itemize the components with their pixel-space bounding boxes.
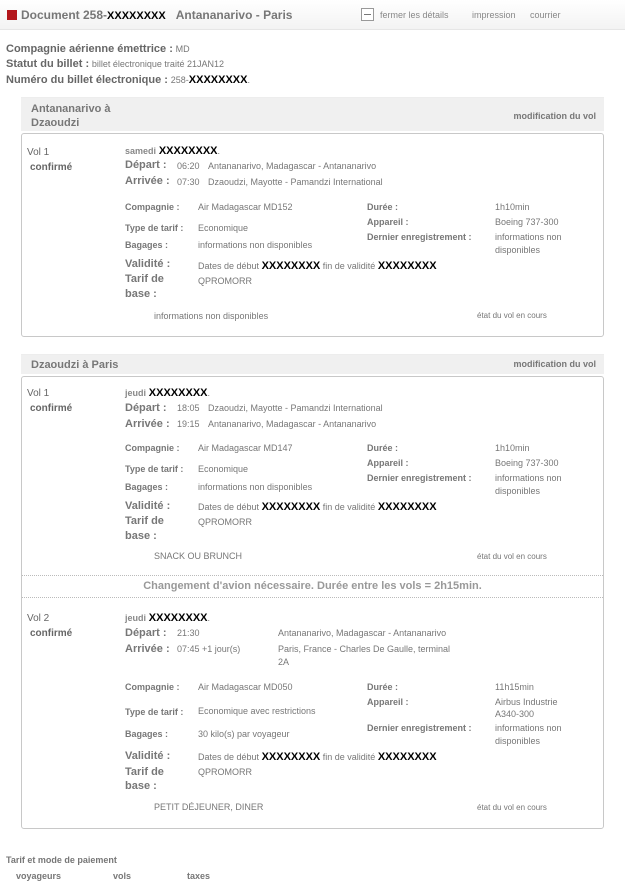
validity-label: Validité : bbox=[125, 258, 171, 270]
duration-value: 11h15min bbox=[495, 682, 534, 692]
validity-label: Validité : bbox=[125, 750, 171, 762]
aircraft-value: Boeing 737-300 bbox=[495, 217, 559, 227]
segment-date-mask: XXXXXXXX bbox=[148, 612, 208, 624]
last-checkin-value-line2: disponibles bbox=[495, 736, 541, 746]
segment-date: jeudi XXXXXXXX. bbox=[125, 612, 211, 624]
issuing-airline-value: MD bbox=[175, 44, 190, 54]
payment-col-taxes: taxes bbox=[187, 871, 211, 881]
validity-end-mask: XXXXXXXX bbox=[377, 751, 437, 763]
base-fare-label-line1: Tarif de bbox=[125, 766, 164, 778]
payment-col-flights: vols bbox=[113, 871, 132, 881]
base-fare-label-line2: base : bbox=[125, 288, 157, 300]
base-fare-value: QPROMORR bbox=[198, 517, 252, 527]
baggage-value: informations non disponibles bbox=[198, 240, 313, 250]
validity-end-mask: XXXXXXXX bbox=[377, 501, 437, 513]
arrival-time: 07:45 +1 jour(s) bbox=[177, 644, 241, 654]
segment-date-mask: XXXXXXXX bbox=[148, 387, 208, 399]
departure-time: 06:20 bbox=[177, 161, 200, 171]
departure-label: Départ : bbox=[125, 402, 167, 414]
airline-label: Compagnie : bbox=[125, 682, 180, 692]
validity-end-mask: XXXXXXXX bbox=[377, 260, 437, 272]
segment-day: samedi bbox=[125, 146, 157, 156]
document-number-prefix: Document 258- bbox=[21, 8, 108, 22]
arrival-label: Arrivée : bbox=[125, 175, 170, 187]
base-fare-value: QPROMORR bbox=[198, 276, 252, 286]
document-route: Antananarivo - Paris bbox=[175, 8, 293, 22]
trip-1-header bbox=[21, 97, 604, 131]
segment-number: Vol 1 bbox=[27, 388, 50, 399]
aircraft-label: Appareil : bbox=[367, 458, 409, 468]
trip-2-header bbox=[21, 354, 604, 374]
arrival-place-line1: Paris, France - Charles De Gaulle, terminal bbox=[278, 644, 451, 654]
payment-section-title: Tarif et mode de paiement bbox=[6, 855, 117, 865]
segment-status: confirmé bbox=[30, 162, 73, 173]
segment-status: confirmé bbox=[30, 403, 73, 414]
arrival-place: Antananarivo, Madagascar - Antananarivo bbox=[208, 419, 377, 429]
base-fare-value: QPROMORR bbox=[198, 767, 252, 777]
last-checkin-label: Dernier enregistrement : bbox=[367, 723, 472, 733]
departure-label: Départ : bbox=[125, 159, 167, 171]
segment-number: Vol 2 bbox=[27, 613, 50, 624]
meal-info: SNACK OU BRUNCH bbox=[154, 551, 243, 561]
base-fare-label-line1: Tarif de bbox=[125, 515, 164, 527]
departure-time: 21:30 bbox=[177, 628, 200, 638]
fare-type-value: Economique avec restrictions bbox=[198, 706, 316, 716]
hide-details-link[interactable]: fermer les détails bbox=[380, 10, 449, 20]
segment-date: samedi XXXXXXXX. bbox=[125, 145, 221, 157]
validity-value bbox=[198, 501, 437, 513]
payment-col-travelers: voyageurs bbox=[16, 871, 62, 881]
last-checkin-label: Dernier enregistrement : bbox=[367, 473, 472, 483]
validity-start-mask: XXXXXXXX bbox=[261, 260, 321, 272]
departure-place: Antananarivo, Madagascar - Antananarivo bbox=[278, 628, 447, 638]
trip-2-modify-link[interactable]: modification du vol bbox=[513, 359, 596, 369]
aircraft-value-line2: A340-300 bbox=[495, 709, 535, 719]
base-fare-label-line2: base : bbox=[125, 780, 157, 792]
baggage-label: Bagages : bbox=[125, 729, 169, 739]
duration-label: Durée : bbox=[367, 443, 399, 453]
mail-link[interactable]: courrier bbox=[530, 10, 561, 20]
flight-status-link[interactable]: état du vol en cours bbox=[477, 552, 547, 561]
collapse-details-icon[interactable] bbox=[361, 8, 374, 21]
arrival-place-line2: 2A bbox=[278, 657, 290, 667]
validity-end-label: fin de validité bbox=[322, 261, 376, 271]
validity-value bbox=[198, 260, 437, 272]
flight-status-link[interactable]: état du vol en cours bbox=[477, 803, 547, 812]
duration-value: 1h10min bbox=[495, 202, 530, 212]
validity-value bbox=[198, 751, 437, 763]
validity-start-mask: XXXXXXXX bbox=[261, 501, 321, 513]
ticket-status-row bbox=[6, 58, 224, 70]
airline-value: Air Madagascar MD152 bbox=[198, 202, 293, 212]
airline-value: Air Madagascar MD050 bbox=[198, 682, 293, 692]
arrival-label: Arrivée : bbox=[125, 643, 170, 655]
connection-notice: Changement d'avion nécessaire. Durée entre les vols = 2h15min. bbox=[143, 580, 482, 592]
airline-label: Compagnie : bbox=[125, 443, 180, 453]
base-fare-label-line1: Tarif de bbox=[125, 273, 164, 285]
issuing-airline-row bbox=[6, 43, 190, 55]
last-checkin-value-line2: disponibles bbox=[495, 486, 541, 496]
ticket-number-suffix: . bbox=[247, 75, 250, 85]
validity-start-label: Dates de début bbox=[198, 502, 260, 512]
validity-end-label: fin de validité bbox=[322, 752, 376, 762]
segment-day: jeudi bbox=[125, 388, 147, 398]
validity-end-label: fin de validité bbox=[322, 502, 376, 512]
segment-day: jeudi bbox=[125, 613, 147, 623]
arrival-time: 19:15 bbox=[177, 419, 200, 429]
document-icon bbox=[7, 10, 17, 20]
validity-start-mask: XXXXXXXX bbox=[261, 751, 321, 763]
ticket-status-label: Statut du billet : bbox=[6, 58, 90, 70]
flight-status-link[interactable]: état du vol en cours bbox=[477, 311, 547, 320]
aircraft-value-line1: Airbus Industrie bbox=[495, 697, 558, 707]
last-checkin-value-line2: disponibles bbox=[495, 245, 541, 255]
last-checkin-value-line1: informations non bbox=[495, 723, 562, 733]
meal-info: informations non disponibles bbox=[154, 311, 269, 321]
ticket-number-mask: XXXXXXXX bbox=[188, 74, 248, 86]
duration-label: Durée : bbox=[367, 202, 399, 212]
fare-type-label: Type de tarif : bbox=[125, 223, 184, 233]
baggage-value: informations non disponibles bbox=[198, 482, 313, 492]
departure-time: 18:05 bbox=[177, 403, 200, 413]
last-checkin-label: Dernier enregistrement : bbox=[367, 232, 472, 242]
trip-2-title: Dzaoudzi à Paris bbox=[31, 359, 119, 371]
last-checkin-value-line1: informations non bbox=[495, 473, 562, 483]
trip-1-modify-link[interactable]: modification du vol bbox=[513, 111, 596, 121]
duration-value: 1h10min bbox=[495, 443, 530, 453]
duration-label: Durée : bbox=[367, 682, 399, 692]
arrival-time: 07:30 bbox=[177, 177, 200, 187]
aircraft-label: Appareil : bbox=[367, 217, 409, 227]
baggage-label: Bagages : bbox=[125, 240, 169, 250]
document-number-mask: XXXXXXXX bbox=[107, 10, 166, 22]
baggage-label: Bagages : bbox=[125, 482, 169, 492]
trip-1-title: Antananarivo à Dzaoudzi bbox=[31, 103, 111, 129]
arrival-place: Dzaoudzi, Mayotte - Pamandzi International bbox=[208, 177, 383, 187]
document-title bbox=[21, 8, 292, 22]
ticket-number-label: Numéro du billet électronique : bbox=[6, 74, 168, 86]
base-fare-label-line2: base : bbox=[125, 530, 157, 542]
connection-divider-bottom bbox=[22, 597, 603, 598]
meal-info: PETIT DÉJEUNER, DINER bbox=[154, 802, 264, 812]
fare-type-value: Economique bbox=[198, 223, 249, 233]
departure-label: Départ : bbox=[125, 627, 167, 639]
segment-date: jeudi XXXXXXXX. bbox=[125, 387, 211, 399]
airline-value: Air Madagascar MD147 bbox=[198, 443, 293, 453]
ticket-number-prefix: 258- bbox=[170, 75, 189, 85]
segment-number: Vol 1 bbox=[27, 147, 50, 158]
segment-date-mask: XXXXXXXX bbox=[158, 145, 218, 157]
validity-start-label: Dates de début bbox=[198, 752, 260, 762]
ticket-number-row bbox=[6, 74, 250, 86]
departure-place: Antananarivo, Madagascar - Antananarivo bbox=[208, 161, 377, 171]
connection-divider-top bbox=[22, 575, 603, 576]
departure-place: Dzaoudzi, Mayotte - Pamandzi International bbox=[208, 403, 383, 413]
fare-type-label: Type de tarif : bbox=[125, 707, 184, 717]
fare-type-value: Economique bbox=[198, 464, 249, 474]
segment-status: confirmé bbox=[30, 628, 73, 639]
validity-start-label: Dates de début bbox=[198, 261, 260, 271]
baggage-value: 30 kilo(s) par voyageur bbox=[198, 729, 290, 739]
aircraft-value: Boeing 737-300 bbox=[495, 458, 559, 468]
last-checkin-value-line1: informations non bbox=[495, 232, 562, 242]
fare-type-label: Type de tarif : bbox=[125, 464, 184, 474]
arrival-label: Arrivée : bbox=[125, 418, 170, 430]
airline-label: Compagnie : bbox=[125, 202, 180, 212]
ticket-status-value: billet électronique traité 21JAN12 bbox=[91, 59, 224, 69]
issuing-airline-label: Compagnie aérienne émettrice : bbox=[6, 43, 173, 55]
validity-label: Validité : bbox=[125, 500, 171, 512]
aircraft-label: Appareil : bbox=[367, 697, 409, 707]
print-link[interactable]: impression bbox=[472, 10, 516, 20]
